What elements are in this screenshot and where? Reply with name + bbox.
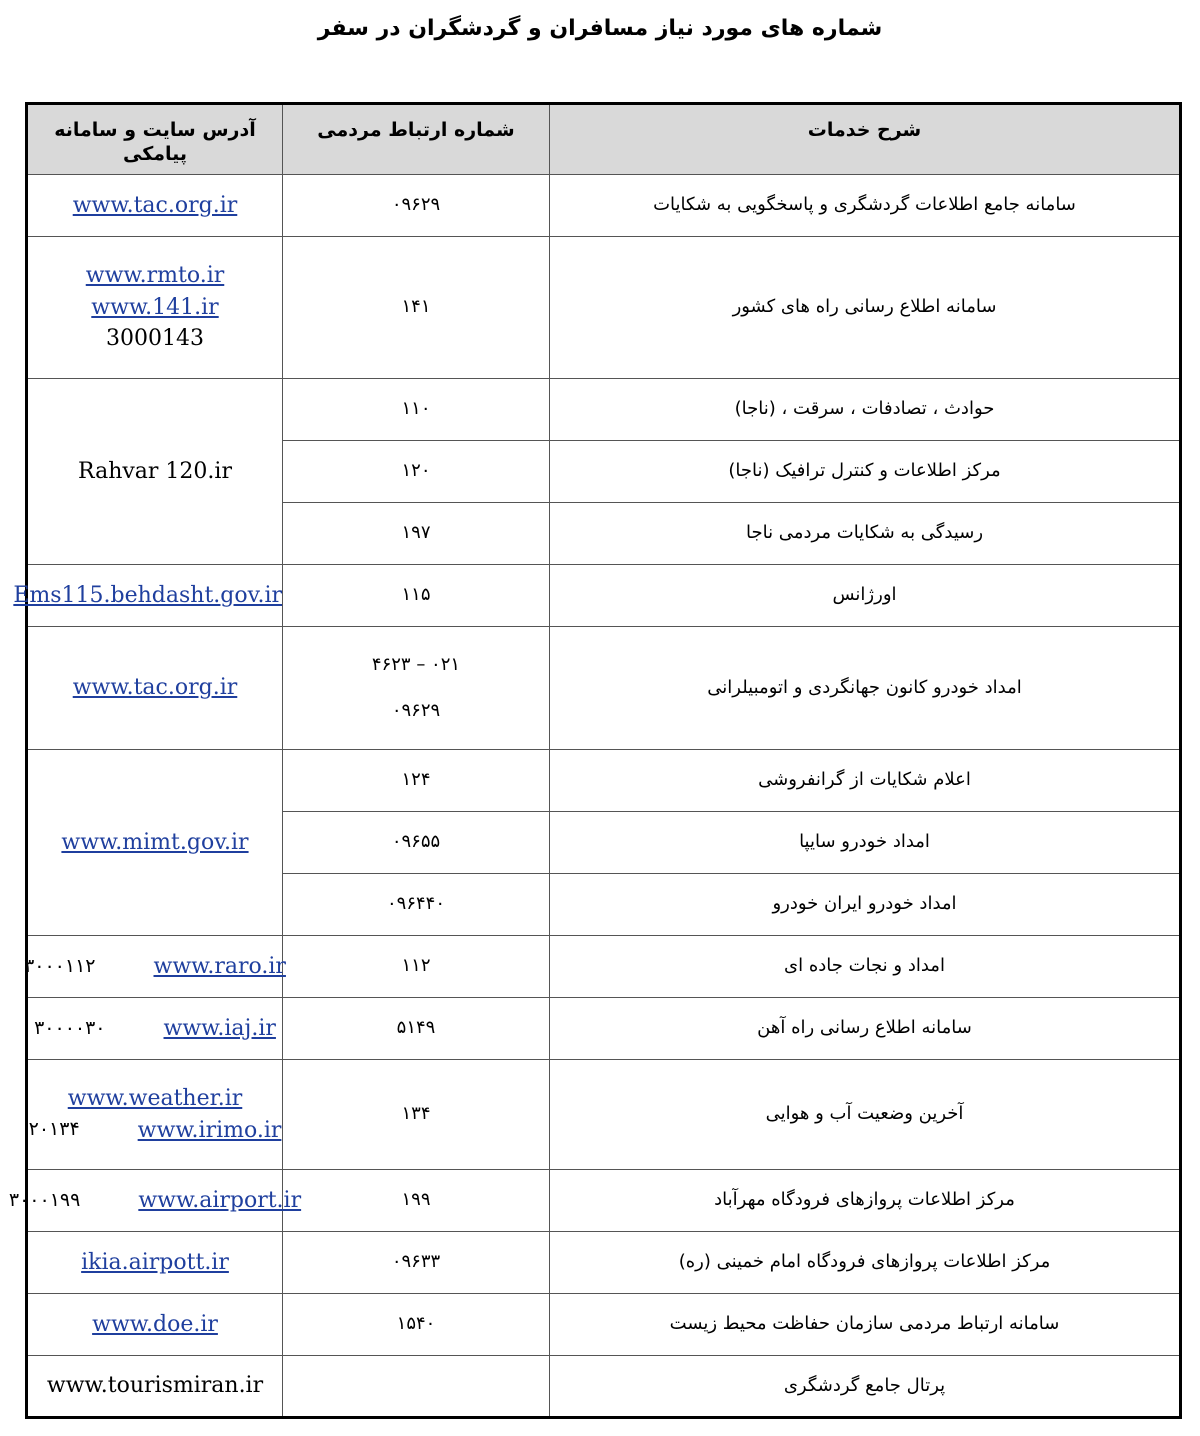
website-link[interactable]: www.mimt.gov.ir — [61, 829, 249, 855]
address-cell — [27, 627, 283, 750]
address-cell — [27, 175, 283, 237]
service-cell: پرتال جامع گردشگری — [550, 1356, 1181, 1418]
website-link[interactable]: www.iaj.ir — [163, 1015, 276, 1041]
service-cell: امداد خودرو ایران خودرو — [550, 874, 1181, 936]
table-row — [27, 1232, 1181, 1294]
table-row — [27, 175, 1181, 237]
service-cell: امداد خودرو کانون جهانگردی و اتومبیلرانی — [550, 627, 1181, 750]
phone-cell: ۵۱۴۹ — [283, 998, 550, 1060]
table-row — [27, 1356, 1181, 1418]
service-cell: مرکز اطلاعات پروازهای فرودگاه مهرآباد — [550, 1170, 1181, 1232]
sms-number: ۳۰۰۰۱۹۹ — [8, 1188, 81, 1211]
service-cell: امداد و نجات جاده ای — [550, 936, 1181, 998]
website-link[interactable]: www.irimo.ir — [137, 1117, 282, 1143]
address-cell — [13, 565, 283, 627]
website-link[interactable]: www.141.ir — [91, 294, 219, 320]
service-cell: سامانه ارتباط مردمی سازمان حفاظت محیط زیست — [550, 1294, 1181, 1356]
phone-cell — [283, 1356, 550, 1418]
table-row — [27, 936, 1181, 998]
service-cell: آخرین وضعیت آب و هوایی — [550, 1060, 1181, 1170]
phone-cell: ۰۹۶۳۳ — [283, 1232, 550, 1294]
address-cell — [27, 1294, 283, 1356]
phone-cell: ۱۹۹ — [283, 1170, 550, 1232]
sms-number: ۲۰۱۳۴ — [28, 1118, 80, 1141]
table-row — [27, 1294, 1181, 1356]
table-row — [27, 627, 1181, 750]
service-cell: مرکز اطلاعات و کنترل ترافیک (ناجا) — [550, 441, 1181, 503]
website-text: www.tourismiran.ir — [46, 1373, 264, 1399]
table-row — [27, 998, 1181, 1060]
phone-cell: ۰۹۶۵۵ — [283, 812, 550, 874]
contacts-table — [8, 102, 1182, 1419]
sms-number: ۳۰۰۰۰۳۰ — [34, 1016, 106, 1039]
service-cell: اورژانس — [550, 565, 1181, 627]
website-text: Rahvar 120.ir — [78, 458, 232, 484]
table-row — [27, 1170, 1181, 1232]
website-link[interactable]: www.raro.ir — [153, 953, 286, 979]
website-link[interactable]: Ems115.behdasht.gov.ir — [13, 582, 282, 608]
website-link[interactable]: ikia.airpott.ir — [81, 1249, 229, 1275]
website-link[interactable]: www.weather.ir — [67, 1086, 243, 1111]
phone-cell: ۱۳۴ — [283, 1060, 550, 1170]
website-link[interactable]: www.rmto.ir — [85, 263, 225, 289]
website-link[interactable]: www.tac.org.ir — [72, 675, 238, 701]
table-row — [27, 379, 1181, 441]
service-cell: سامانه اطلاع رسانی راه آهن — [550, 998, 1181, 1060]
address-cell — [27, 1356, 283, 1418]
service-cell: مرکز اطلاعات پروازهای فرودگاه امام خمینی (ره) — [550, 1232, 1181, 1294]
address-cell — [27, 750, 283, 936]
service-cell: رسیدگی به شکایات مردمی ناجا — [550, 503, 1181, 565]
sms-number: 3000143 — [106, 326, 204, 352]
sms-number: ۳۰۰۰۱۱۲ — [24, 954, 96, 977]
table-row — [27, 1060, 1181, 1170]
table-row — [27, 565, 1181, 627]
phone-number: ۰۲۱ – ۴۶۲۳ — [371, 653, 461, 675]
phone-cell — [283, 627, 550, 750]
address-cell — [27, 237, 283, 379]
address-cell — [24, 936, 286, 998]
address-cell — [27, 1060, 283, 1170]
phone-cell: ۱۲۴ — [283, 750, 550, 812]
service-cell: حوادث ، تصادفات ، سرقت ، (ناجا) — [550, 379, 1181, 441]
phone-number: ۰۹۶۲۹ — [391, 700, 441, 721]
website-link[interactable]: www.airport.ir — [138, 1187, 302, 1213]
header-service: شرح خدمات — [550, 104, 1181, 175]
service-cell: اعلام شکایات از گرانفروشی — [550, 750, 1181, 812]
phone-cell: ۱۱۵ — [283, 565, 550, 627]
address-cell — [27, 379, 283, 565]
phone-cell: ۰۹۶۲۹ — [283, 175, 550, 237]
service-cell: امداد خودرو سایپا — [550, 812, 1181, 874]
website-link[interactable]: www.tac.org.ir — [72, 192, 238, 218]
phone-cell: ۰۹۶۴۴۰ — [283, 874, 550, 936]
phone-cell: ۱۱۰ — [283, 379, 550, 441]
phone-cell: ۱۲۰ — [283, 441, 550, 503]
page-title: شماره های مورد نیاز مسافران و گردشگران در سفر — [317, 16, 883, 41]
header-address: آدرس سایت و سامانه پیامکی — [27, 104, 283, 175]
service-cell: سامانه اطلاع رسانی راه های کشور — [550, 237, 1181, 379]
address-cell — [8, 1170, 302, 1232]
table-row — [27, 750, 1181, 812]
website-link[interactable]: www.doe.ir — [92, 1311, 218, 1337]
phone-cell: ۱۱۲ — [283, 936, 550, 998]
address-cell — [27, 998, 283, 1060]
header-phone: شماره ارتباط مردمی — [283, 104, 550, 175]
phone-cell: ۱۵۴۰ — [283, 1294, 550, 1356]
table-header-row — [27, 104, 1181, 175]
phone-cell: ۱۴۱ — [283, 237, 550, 379]
service-cell: سامانه جامع اطلاعات گردشگری و پاسخگویی به شکایات — [550, 175, 1181, 237]
phone-cell: ۱۹۷ — [283, 503, 550, 565]
address-cell — [27, 1232, 283, 1294]
table-row — [27, 237, 1181, 379]
